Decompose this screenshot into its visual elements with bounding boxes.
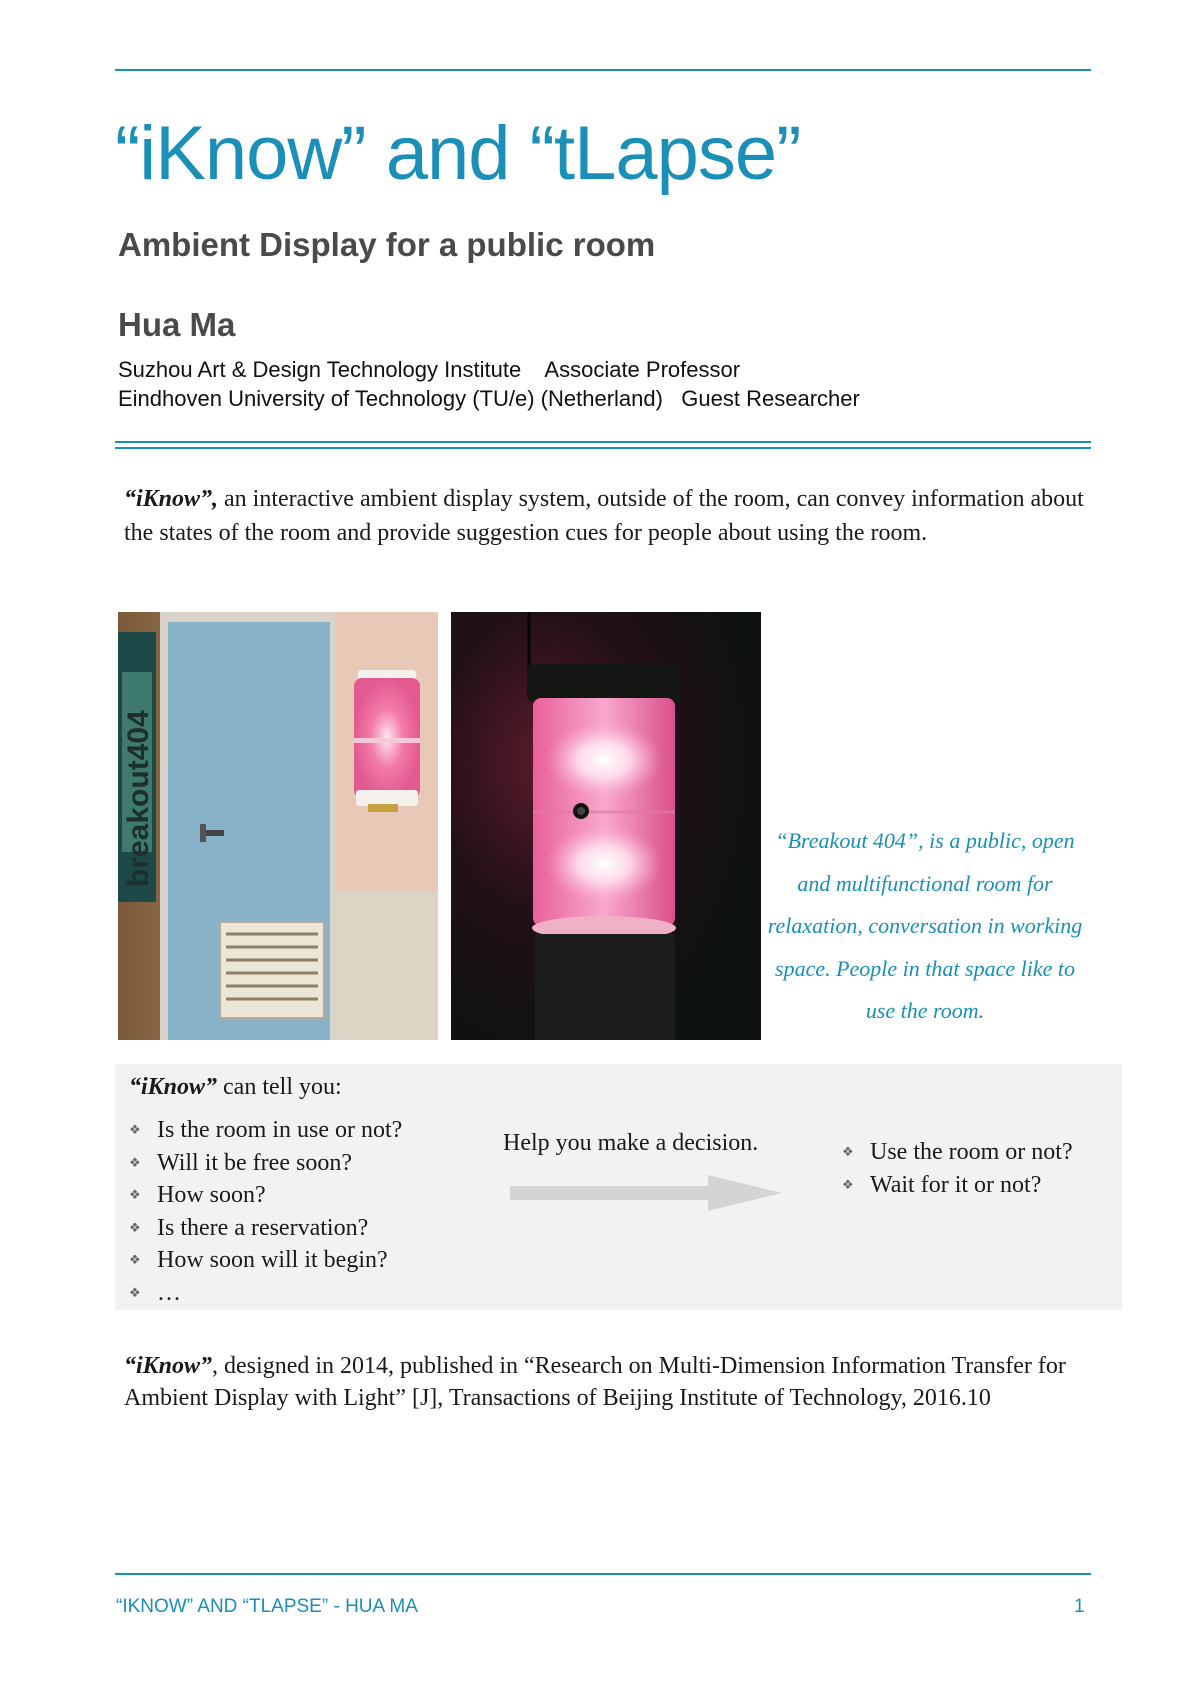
diamond-bullet-icon: ❖ [129, 1219, 141, 1235]
panel-heading-lead: “iKnow” [129, 1074, 218, 1100]
question-text: … [157, 1279, 181, 1306]
outcome-text: Wait for it or not? [870, 1171, 1042, 1198]
affiliation-line-2: Eindhoven University of Technology (TU/e) (Netherland) Guest Researcher [118, 386, 860, 411]
footer-running-title: “IKNOW” AND “TLAPSE” - HUA MA [116, 1596, 418, 1617]
question-list [129, 1114, 402, 1309]
top-rule [115, 69, 1091, 71]
diamond-bullet-icon: ❖ [129, 1284, 141, 1300]
room-caption: “Breakout 404”, is a public, open and multifunctional room for relaxation, conversation in working space. People in that space like to use the room. [767, 828, 1083, 1023]
outcome-list [842, 1136, 1073, 1201]
photo-door-lamp [118, 612, 438, 1040]
iknow-info-panel [115, 1064, 1122, 1310]
question-item [129, 1212, 402, 1245]
affiliation-line-1: Suzhou Art & Design Technology Institute Associate Professor [118, 357, 741, 382]
photo-lamp-closeup [451, 612, 761, 1040]
publication-lead: “iKnow” [124, 1353, 213, 1379]
diamond-bullet-icon: ❖ [129, 1154, 141, 1170]
outcome-item [842, 1136, 1073, 1169]
question-text: How soon will it begin? [157, 1247, 388, 1273]
intro-text: an interactive ambient display system, outside of the room, can convey information about the states of the room and provide suggestion cues for people about using the room. [124, 486, 1084, 546]
divider-rule-lower [115, 447, 1091, 449]
photo-door-lamp-image [118, 612, 438, 1040]
question-item [129, 1244, 402, 1277]
question-text: Is the room in use or not? [157, 1117, 403, 1143]
intro-lead: “iKnow”, [124, 486, 219, 512]
publication-note [124, 1350, 1084, 1442]
page-subtitle: Ambient Display for a public room [118, 226, 656, 263]
outcome-item [842, 1169, 1073, 1202]
question-item [129, 1179, 402, 1212]
outcome-text: Use the room or not? [870, 1139, 1073, 1165]
page-title: “iKnow” and “tLapse” [115, 111, 801, 196]
question-text: Will it be free soon? [157, 1149, 352, 1176]
page-number: 1 [1074, 1596, 1085, 1617]
question-text: Is there a reservation? [157, 1214, 369, 1241]
diamond-bullet-icon: ❖ [129, 1252, 141, 1267]
diamond-bullet-icon: ❖ [129, 1122, 141, 1137]
photo-lamp-closeup-image [451, 612, 761, 1040]
intro-paragraph [124, 482, 1084, 574]
panel-heading [129, 1074, 342, 1101]
door-sign-text: breakout404 [122, 710, 155, 887]
diamond-bullet-icon: ❖ [842, 1176, 854, 1192]
question-item [129, 1277, 402, 1310]
question-item [129, 1147, 402, 1180]
diamond-bullet-icon: ❖ [129, 1187, 141, 1202]
question-item [129, 1114, 402, 1147]
diamond-bullet-icon: ❖ [842, 1144, 854, 1159]
author-name: Hua Ma [118, 306, 236, 343]
footer-rule [115, 1573, 1091, 1575]
panel-heading-text: can tell you: [217, 1074, 342, 1100]
publication-text: , designed in 2014, published in “Research on Multi-Dimension Information Transfer for Ambient Display with Light” [J], Transactions of Beijing Institute of Technology, 2016.10 [124, 1353, 1066, 1411]
divider-rule-upper [115, 441, 1091, 443]
decision-help-text: Help you make a decision. [503, 1130, 759, 1156]
right-arrow-icon [510, 1175, 782, 1211]
question-text: How soon? [157, 1182, 266, 1208]
